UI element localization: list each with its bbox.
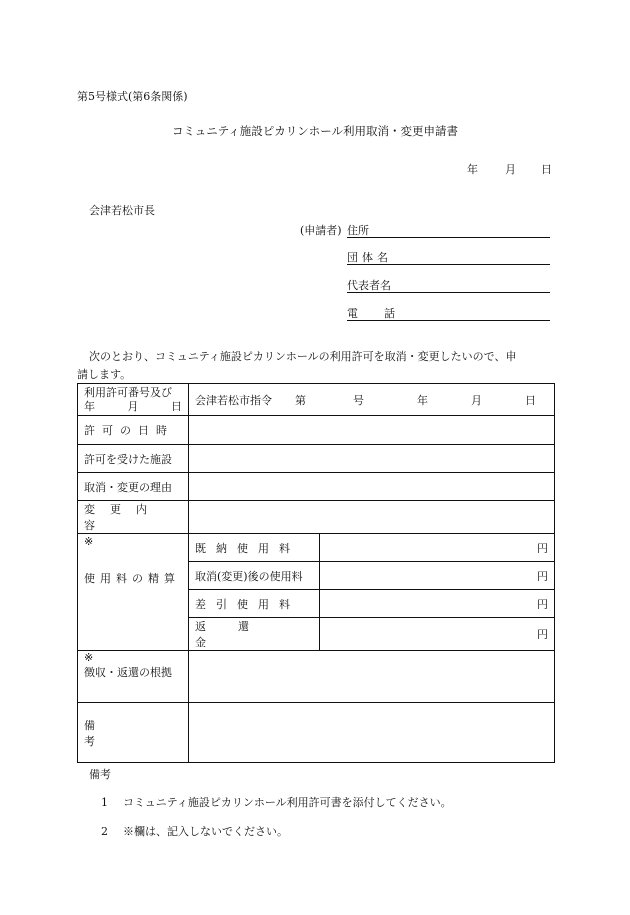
basis-label-cell xyxy=(78,651,189,703)
fee-after-label: 取消(変更)後の使用料 xyxy=(189,562,320,590)
remarks-value[interactable] xyxy=(189,703,555,763)
number-suffix: 号 xyxy=(353,393,364,407)
address-field[interactable] xyxy=(347,222,550,238)
facility-value[interactable] xyxy=(189,445,555,473)
fee-label-cell xyxy=(78,534,189,651)
fee-diff-value[interactable] xyxy=(320,590,555,618)
reason-row xyxy=(78,473,555,501)
representative-field[interactable] xyxy=(347,277,550,293)
phone-label: 電話 xyxy=(347,307,421,320)
notes-heading: 備考 xyxy=(89,768,111,781)
fee-diff-unit: 円 xyxy=(537,597,548,611)
value-day: 日 xyxy=(525,393,536,407)
representative-label: 代表者名 xyxy=(347,279,391,292)
fee-paid-value[interactable] xyxy=(320,534,555,562)
fee-paid-label: 既納使用料 xyxy=(189,534,320,562)
fee-diff-label: 差引使用料 xyxy=(189,590,320,618)
form-title: コミュニティ施設ピカリンホール利用取消・変更申請書 xyxy=(171,124,459,138)
fee-after-value[interactable] xyxy=(320,562,555,590)
phone-field[interactable] xyxy=(347,305,550,321)
permit-datetime-value[interactable] xyxy=(189,416,555,445)
fee-refund-value[interactable] xyxy=(320,618,555,651)
note-1-text: コミュニティ施設ピカリンホール利用許可書を添付してください。 xyxy=(123,796,452,809)
basis-label: 徴収・返還の根拠 xyxy=(84,666,172,679)
number-prefix: 第 xyxy=(295,393,306,407)
change-value[interactable] xyxy=(189,501,555,534)
remarks-row xyxy=(78,703,555,763)
intro-line-2: 請します。 xyxy=(77,368,132,381)
label-year: 年 xyxy=(84,399,95,413)
date-year-label: 年 xyxy=(467,163,478,176)
value-month: 月 xyxy=(471,393,482,407)
application-table xyxy=(77,383,555,763)
value-year: 年 xyxy=(417,393,428,407)
address-label: 住所 xyxy=(347,224,369,237)
fee-row-1 xyxy=(78,534,555,562)
change-label: 変更内容 xyxy=(78,501,189,534)
form-number: 第5号様式(第6条関係) xyxy=(77,90,188,103)
fee-refund-unit: 円 xyxy=(537,628,548,641)
note-2 xyxy=(101,823,288,839)
label-day: 日 xyxy=(171,399,182,413)
basis-row xyxy=(78,651,555,703)
facility-label: 許可を受けた施設 xyxy=(78,445,189,473)
fee-after-unit: 円 xyxy=(537,569,548,583)
permit-number-row xyxy=(78,384,555,416)
facility-row xyxy=(78,445,555,473)
date-day-label: 日 xyxy=(541,163,552,176)
permit-number-value[interactable] xyxy=(189,384,555,416)
addressee: 会津若松市長 xyxy=(89,204,155,217)
directive-prefix: 会津若松市指令 xyxy=(195,393,272,407)
fee-refund-label: 返還金 xyxy=(189,618,320,651)
note-2-number: 2 xyxy=(101,825,108,838)
note-1 xyxy=(101,794,452,810)
fee-paid-unit: 円 xyxy=(537,541,548,555)
permit-number-label xyxy=(78,384,189,416)
permit-datetime-row xyxy=(78,416,555,445)
intro-line-1: 次のとおり、コミュニティ施設ピカリンホールの利用許可を取消・変更したいので、申 xyxy=(89,350,517,363)
label-month: 月 xyxy=(127,399,139,413)
applicant-label: (申請者) xyxy=(300,224,342,237)
permit-datetime-label: 許可の日時 xyxy=(78,416,189,445)
remarks-label: 備考 xyxy=(78,703,189,763)
date-month-label: 月 xyxy=(505,163,516,176)
change-row xyxy=(78,501,555,534)
basis-value[interactable] xyxy=(189,651,555,703)
reason-value[interactable] xyxy=(189,473,555,501)
fee-mark: ※ xyxy=(84,535,94,548)
group-name-label: 団体名 xyxy=(347,251,392,264)
fee-label: 使用料の精算 xyxy=(84,572,180,585)
note-1-number: 1 xyxy=(101,796,108,809)
note-2-text: ※欄は、記入しないでください。 xyxy=(123,825,288,838)
permit-number-label-line1: 利用許可番号及び xyxy=(84,385,172,399)
reason-label: 取消・変更の理由 xyxy=(78,473,189,501)
permit-number-label-line2 xyxy=(84,400,182,414)
basis-mark: ※ xyxy=(84,651,94,664)
group-name-field[interactable] xyxy=(347,249,550,265)
